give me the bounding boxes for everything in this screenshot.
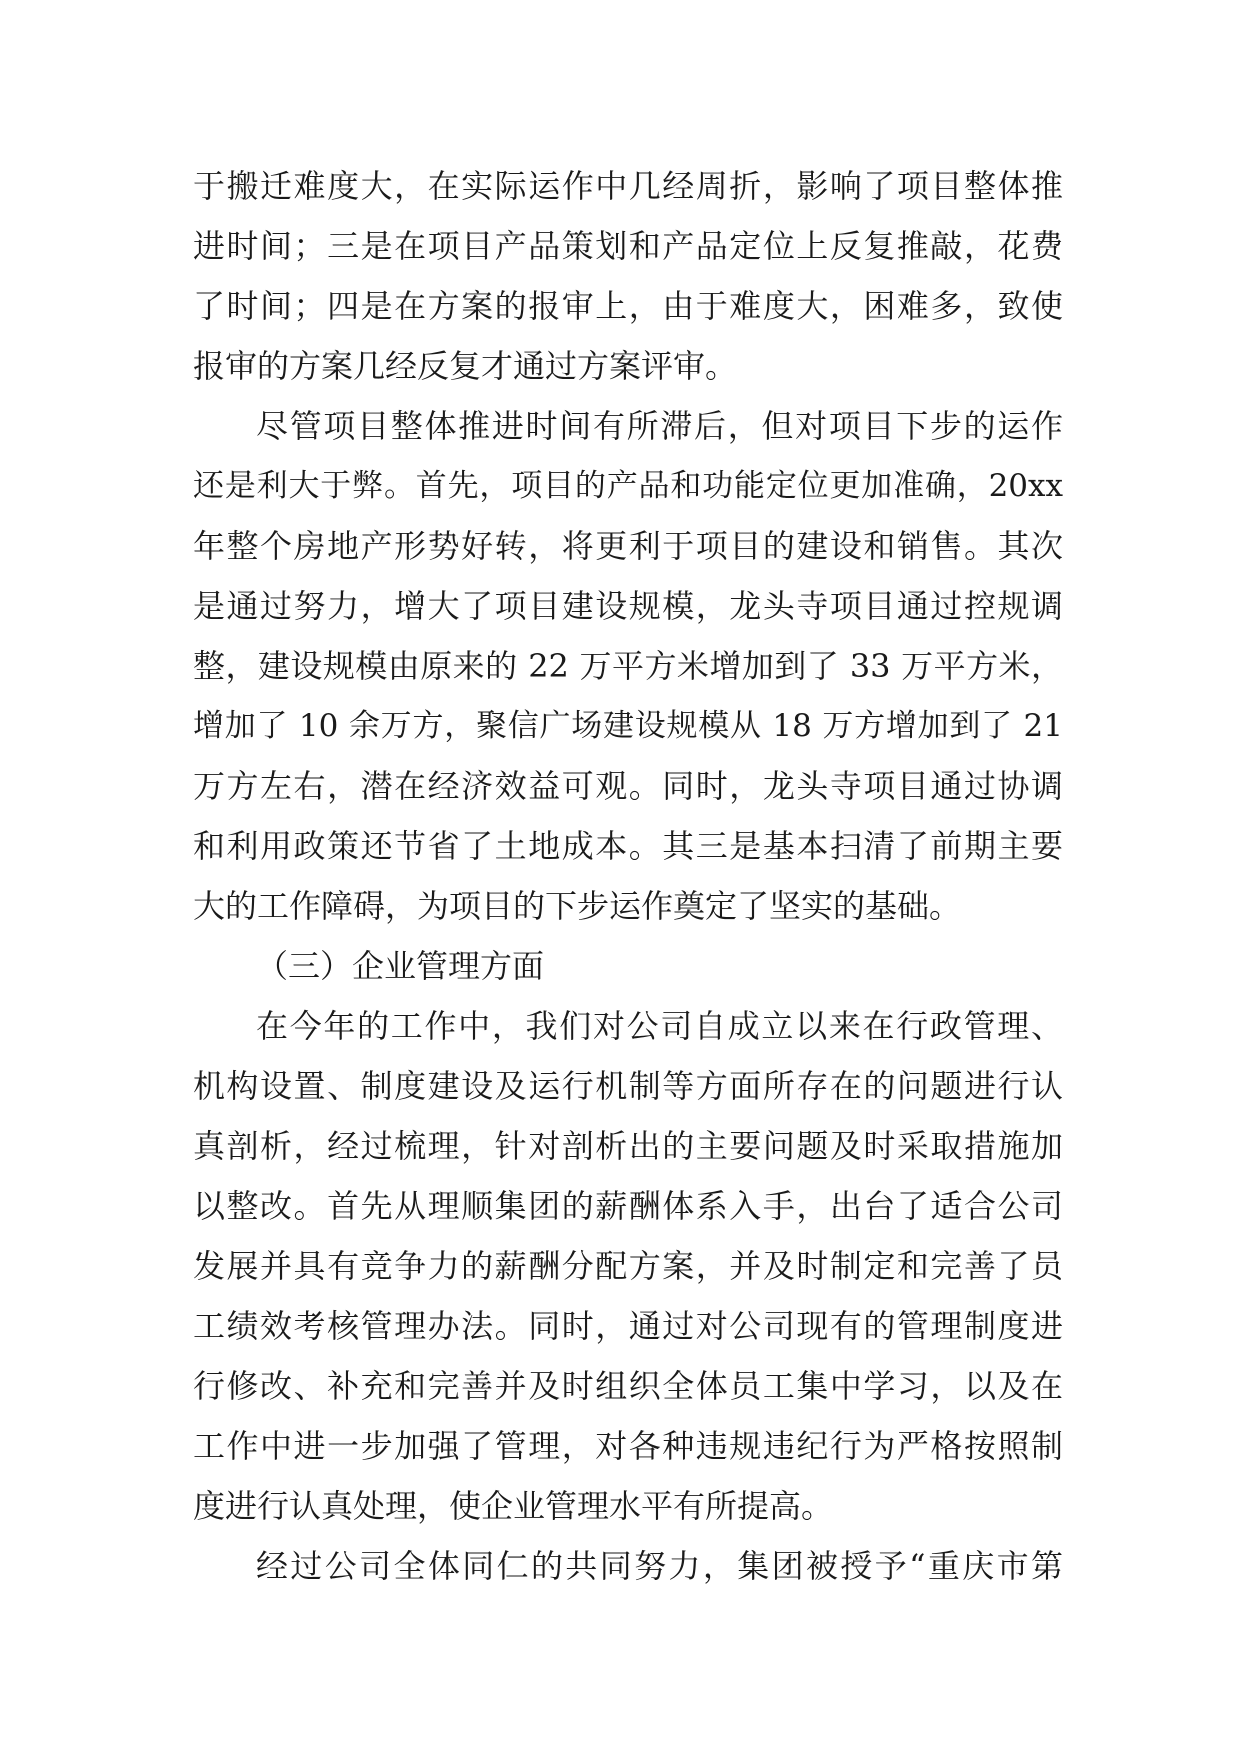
paragraph-line: 万方左右，潜在经济效益可观。同时，龙头寺项目通过协调 <box>193 767 1063 805</box>
paragraph-line: 度进行认真处理，使企业管理水平有所提高。 <box>193 1487 834 1525</box>
paragraph-line: 在今年的工作中，我们对公司自成立以来在行政管理、 <box>256 1007 1063 1045</box>
paragraph-line: 增加了 10 余万方，聚信广场建设规模从 18 万方增加到了 21 <box>193 708 1063 744</box>
paragraph-line: 整，建设规模由原来的 22 万平方米增加到了 33 万平方米， <box>193 647 1063 685</box>
paragraph-line: 还是利大于弊。首先，项目的产品和功能定位更加准确，20xx <box>193 468 1063 504</box>
paragraph-line: 于搬迁难度大，在实际运作中几经周折，影响了项目整体推 <box>193 167 1063 205</box>
paragraph-line: 工作中进一步加强了管理，对各种违规违纪行为严格按照制 <box>193 1427 1063 1465</box>
paragraph-line: 报审的方案几经反复才通过方案评审。 <box>193 347 738 385</box>
paragraph-line: 进时间；三是在项目产品策划和产品定位上反复推敲，花费 <box>193 227 1063 265</box>
paragraph-line: 以整改。首先从理顺集团的薪酬体系入手，出台了适合公司 <box>193 1187 1063 1225</box>
section-heading: （三）企业管理方面 <box>256 947 545 985</box>
paragraph-line: 大的工作障碍，为项目的下步运作奠定了坚实的基础。 <box>193 887 962 925</box>
paragraph-line: 行修改、补充和完善并及时组织全体员工集中学习，以及在 <box>193 1367 1063 1405</box>
paragraph-line: 尽管项目整体推进时间有所滞后，但对项目下步的运作 <box>256 407 1063 445</box>
paragraph-line: 机构设置、制度建设及运行机制等方面所存在的问题进行认 <box>193 1067 1063 1105</box>
paragraph-line: 和利用政策还节省了土地成本。其三是基本扫清了前期主要 <box>193 827 1063 865</box>
paragraph-line: 经过公司全体同仁的共同努力，集团被授予“重庆市第 <box>256 1547 1063 1585</box>
paragraph-line: 了时间；四是在方案的报审上，由于难度大，困难多，致使 <box>193 287 1063 325</box>
paragraph-line: 真剖析，经过梳理，针对剖析出的主要问题及时采取措施加 <box>193 1127 1063 1165</box>
paragraph-line: 年整个房地产形势好转，将更利于项目的建设和销售。其次 <box>193 527 1063 565</box>
paragraph-line: 工绩效考核管理办法。同时，通过对公司现有的管理制度进 <box>193 1307 1063 1345</box>
paragraph-line: 是通过努力，增大了项目建设规模，龙头寺项目通过控规调 <box>193 587 1063 625</box>
paragraph-line: 发展并具有竞争力的薪酬分配方案，并及时制定和完善了员 <box>193 1247 1063 1285</box>
